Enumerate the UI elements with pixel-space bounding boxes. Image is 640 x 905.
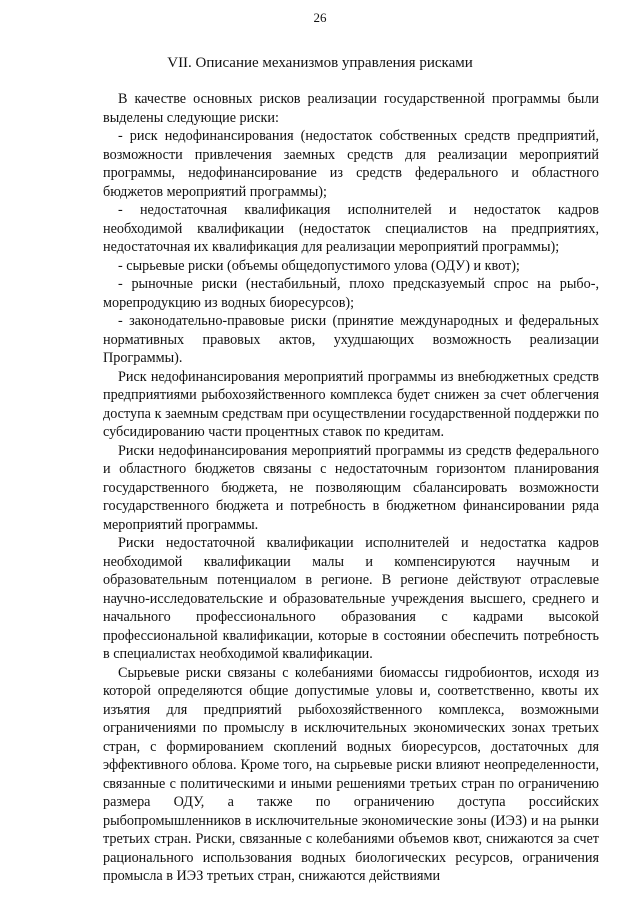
page-number: 26 <box>313 10 327 25</box>
paragraph-qualification-risk: Риски недостаточной квалификации исполнителей и недостатка кадров необходимой квалификации малы и компенсируются научным и образовательным потенциалом в регионе. В регионе действуют отраслевые научно-исследовательские и образовательные учреждения высшего, среднего и начального профессионального образования с кадрами высокой профессиональной квалификации, которые в состоянии обеспечить потребность в специалистах необходимой квалификации. <box>103 535 599 662</box>
paragraph-budget-risk: Риски недофинансирования мероприятий программы из средств федерального и областного бюджетов связаны с недостаточным горизонтом планирования государственного бюджета, не позволяющим сбалансировать возможности государственного бюджета и потребность в бюджетном финансировании ряда мероприятий программы. <box>103 442 599 533</box>
document-body <box>103 90 599 886</box>
section-heading: VII. Описание механизмов управления рисками <box>167 55 473 71</box>
paragraph-risk-market: - рыночные риски (нестабильный, плохо предсказуемый спрос на рыбо-, морепродукцию из водных биоресурсов); <box>103 276 599 311</box>
paragraph-intro: В качестве основных рисков реализации государственной программы были выделены следующие риски: <box>103 91 599 126</box>
paragraph-extrabudgetary: Риск недофинансирования мероприятий программы из внебюджетных средств предприятиями рыбохозяйственного комплекса будет снижен за счет облегчения доступа к заемным средствам при осуществлении государственной поддержки по субсидированию части процентных ставок по кредитам. <box>103 368 599 440</box>
paragraph-raw-materials-risk: Сырьевые риски связаны с колебаниями биомассы гидробионтов, исходя из которой определяются общие допустимые уловы и, соответственно, квоты их изъятия для предприятий рыбохозяйственного комплекса, возможными ограничениями по промыслу в исключительных экономических зонах третьих стран, с формированием скоплений водных биоресурсов, достаточных для эффективного облова. Кроме того, на сырьевые риски влияют неопределенности, связанные с политическими и иными решениями третьих стран по ограничению размера ОДУ, а также по ограничению доступа российских рыбопромышленников в исключительные экономические зоны (ИЭЗ) и на рынки третьих стран. Риски, связанные с колебаниями объемов квот, снижаются за счет рационального использования водных биологических ресурсов, ограничения промысла в ИЭЗ третьих стран, снижаются действиями <box>103 664 599 884</box>
paragraph-risk-underfunding: - риск недофинансирования (недостаток собственных средств предприятий, возможности привлечения заемных средств для реализации мероприятий программы, недофинансирование из средств федерального и областного бюджетов мероприятий программы); <box>103 128 599 200</box>
paragraph-risk-legal: - законодательно-правовые риски (принятие международных и федеральных нормативных правовых актов, ухудшающих возможность реализации Программы). <box>103 313 599 366</box>
paragraph-risk-qualification: - недостаточная квалификация исполнителей и недостаток кадров необходимой квалификации (недостаток специалистов на предприятиях, недостаточная их квалификация для реализации мероприятий программы); <box>103 202 599 255</box>
paragraph-risk-raw-materials: - сырьевые риски (объемы общедопустимого улова (ОДУ) и квот); <box>118 257 520 274</box>
